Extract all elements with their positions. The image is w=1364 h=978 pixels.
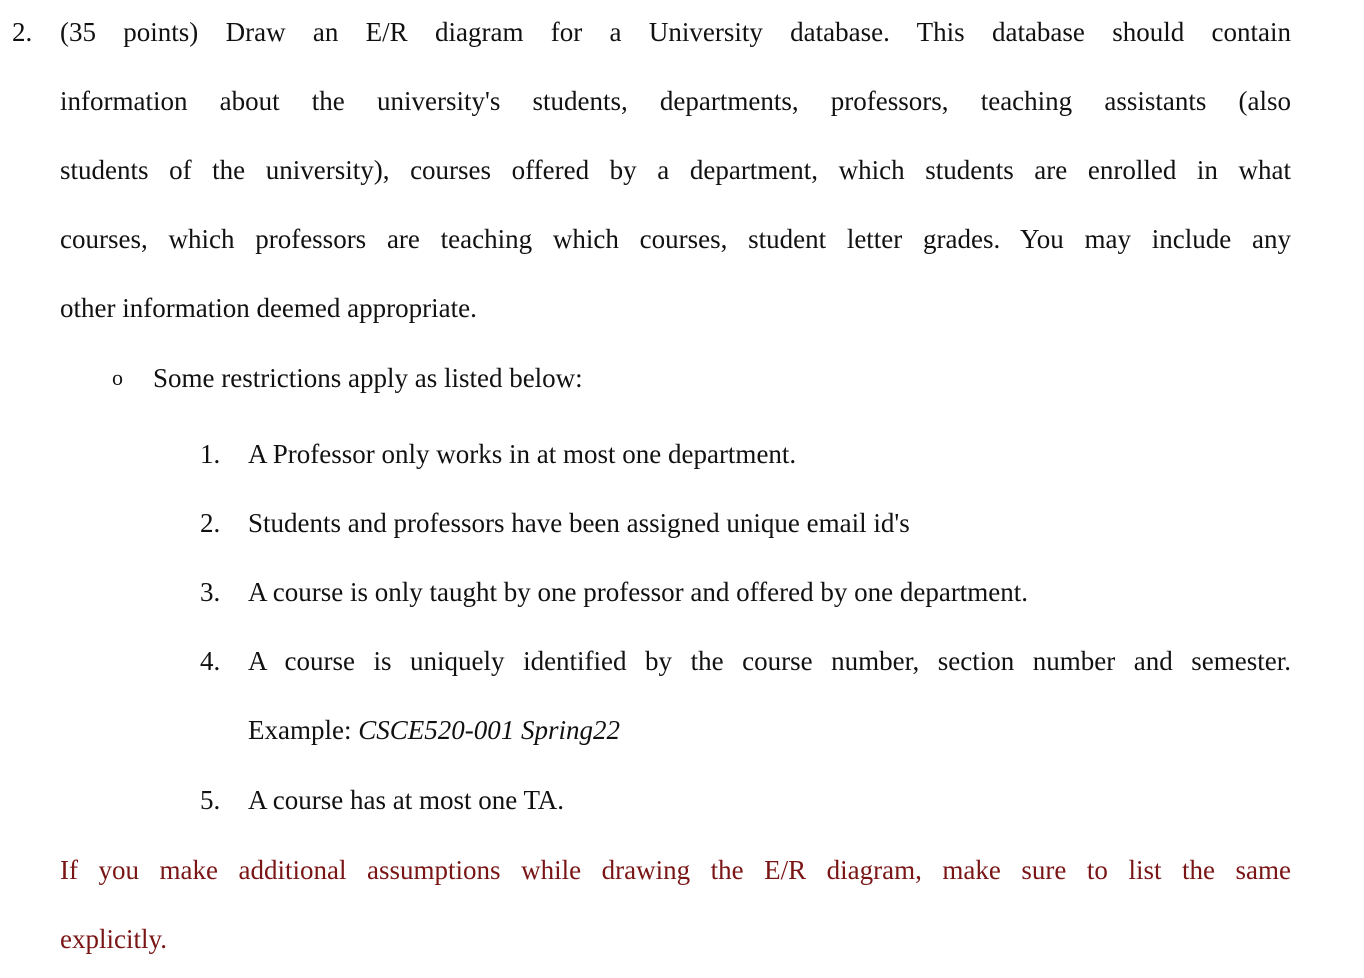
restriction-number: 2. [200, 508, 221, 538]
prompt-line: other information deemed appropriate. [60, 293, 477, 323]
prompt-line: students of the university), courses offered by a department, which students are enrolled in what [60, 155, 1291, 185]
restriction-text: A Professor only works in at most one department. [248, 439, 797, 469]
restriction-number: 1. [200, 439, 221, 469]
note-line: explicitly. [60, 924, 167, 954]
restriction-number: 5. [200, 785, 221, 815]
note-line: If you make additional assumptions while drawing the E/R diagram, make sure to list the same [60, 855, 1291, 885]
example-value: CSCE520-001 Spring22 [358, 715, 620, 745]
restriction-text: Students and professors have been assigned unique email id's [248, 508, 910, 538]
hollow-bullet-icon: o [112, 365, 123, 390]
restrictions-intro: Some restrictions apply as listed below: [153, 363, 583, 393]
restriction-text: A course is only taught by one professor and offered by one department. [248, 577, 1029, 607]
restriction-number: 3. [200, 577, 221, 607]
prompt-line: information about the university's students, departments, professors, teaching assistants (also [60, 86, 1291, 116]
restriction-example [248, 714, 620, 746]
question-number: 2. [12, 17, 33, 47]
prompt-line: (35 points) Draw an E/R diagram for a University database. This database should contain [60, 17, 1291, 47]
restriction-text: A course has at most one TA. [248, 785, 565, 815]
restriction-text: A course is uniquely identified by the course number, section number and semester. [248, 646, 1291, 676]
example-label: Example: [248, 715, 352, 745]
prompt-line: courses, which professors are teaching which courses, student letter grades. You may include any [60, 224, 1291, 254]
restriction-number: 4. [200, 646, 221, 676]
